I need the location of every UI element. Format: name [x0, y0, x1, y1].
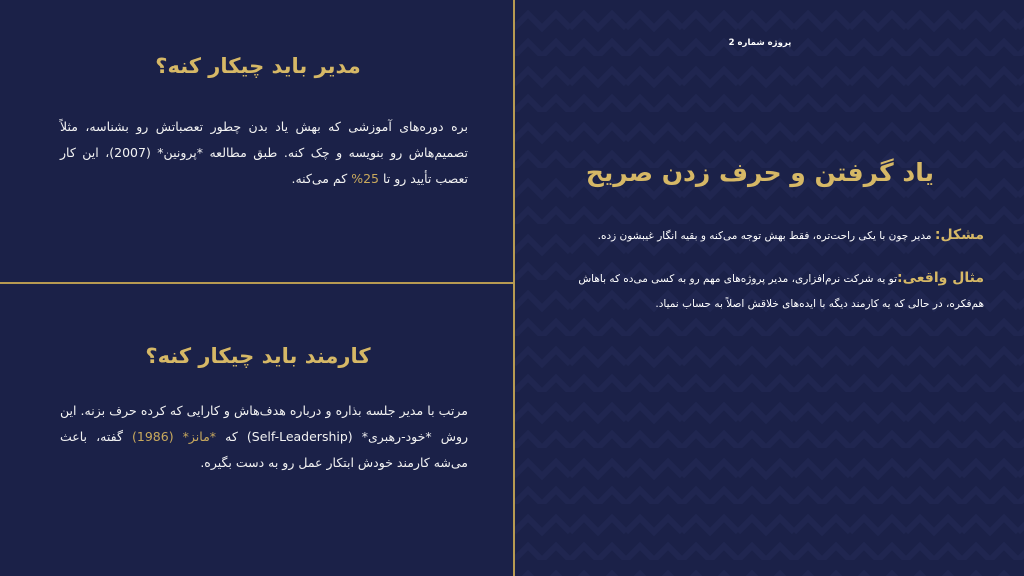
employee-title: کارمند باید چیکار کنه؟ [145, 344, 371, 368]
main-title: یاد گرفتن و حرف زدن صریح [585, 158, 934, 187]
manager-text-1: بره دوره‌های آموزشی که بهش یاد بدن چطور تعصباتش رو بشناسه، مثلاً تصمیم‌هاش رو بنویسه و چک کنه. طبق مطالعه *پرونین* (2007)، این کار تعصب تأیید رو تا [60, 119, 468, 186]
employee-text-2: گفته، باعث می‌شه کارمند خودش ابتکار عمل رو به دست بگیره. [60, 429, 468, 470]
project-label: پروژه شماره 2 [728, 38, 792, 48]
manager-highlight: 25% [351, 171, 380, 186]
manager-body [60, 114, 468, 192]
example-text: تو یه شرکت نرم‌افزاری، مدیر پروژه‌های مهم رو به کسی می‌ده که باهاش هم‌فکره، در حالی که یه کارمند دیگه با ایده‌های خلاقش اصلاً به حساب نمیاد. [578, 273, 984, 310]
problem-text: مدیر چون با یکی راحت‌تره، فقط بهش توجه می‌کنه و بقیه انگار غیبشون زده. [597, 230, 935, 242]
manager-text-2: کم می‌کنه. [291, 171, 352, 186]
problem-label: مشکل: [934, 227, 984, 243]
example-paragraph [560, 266, 984, 317]
manager-title: مدیر باید چیکار کنه؟ [155, 54, 361, 78]
horizontal-divider [0, 282, 514, 284]
vertical-divider [513, 0, 515, 576]
employee-body [60, 398, 468, 476]
example-label: مثال واقعی: [897, 270, 984, 286]
employee-text-1: مرتب با مدیر جلسه بذاره و درباره هدف‌هاش و کارایی که کرده حرف بزنه. این روش *خود-رهبری* (Self-Leadership) که [60, 403, 469, 444]
problem-paragraph [560, 223, 984, 249]
employee-highlight: *مانز* (1986) [131, 429, 217, 444]
